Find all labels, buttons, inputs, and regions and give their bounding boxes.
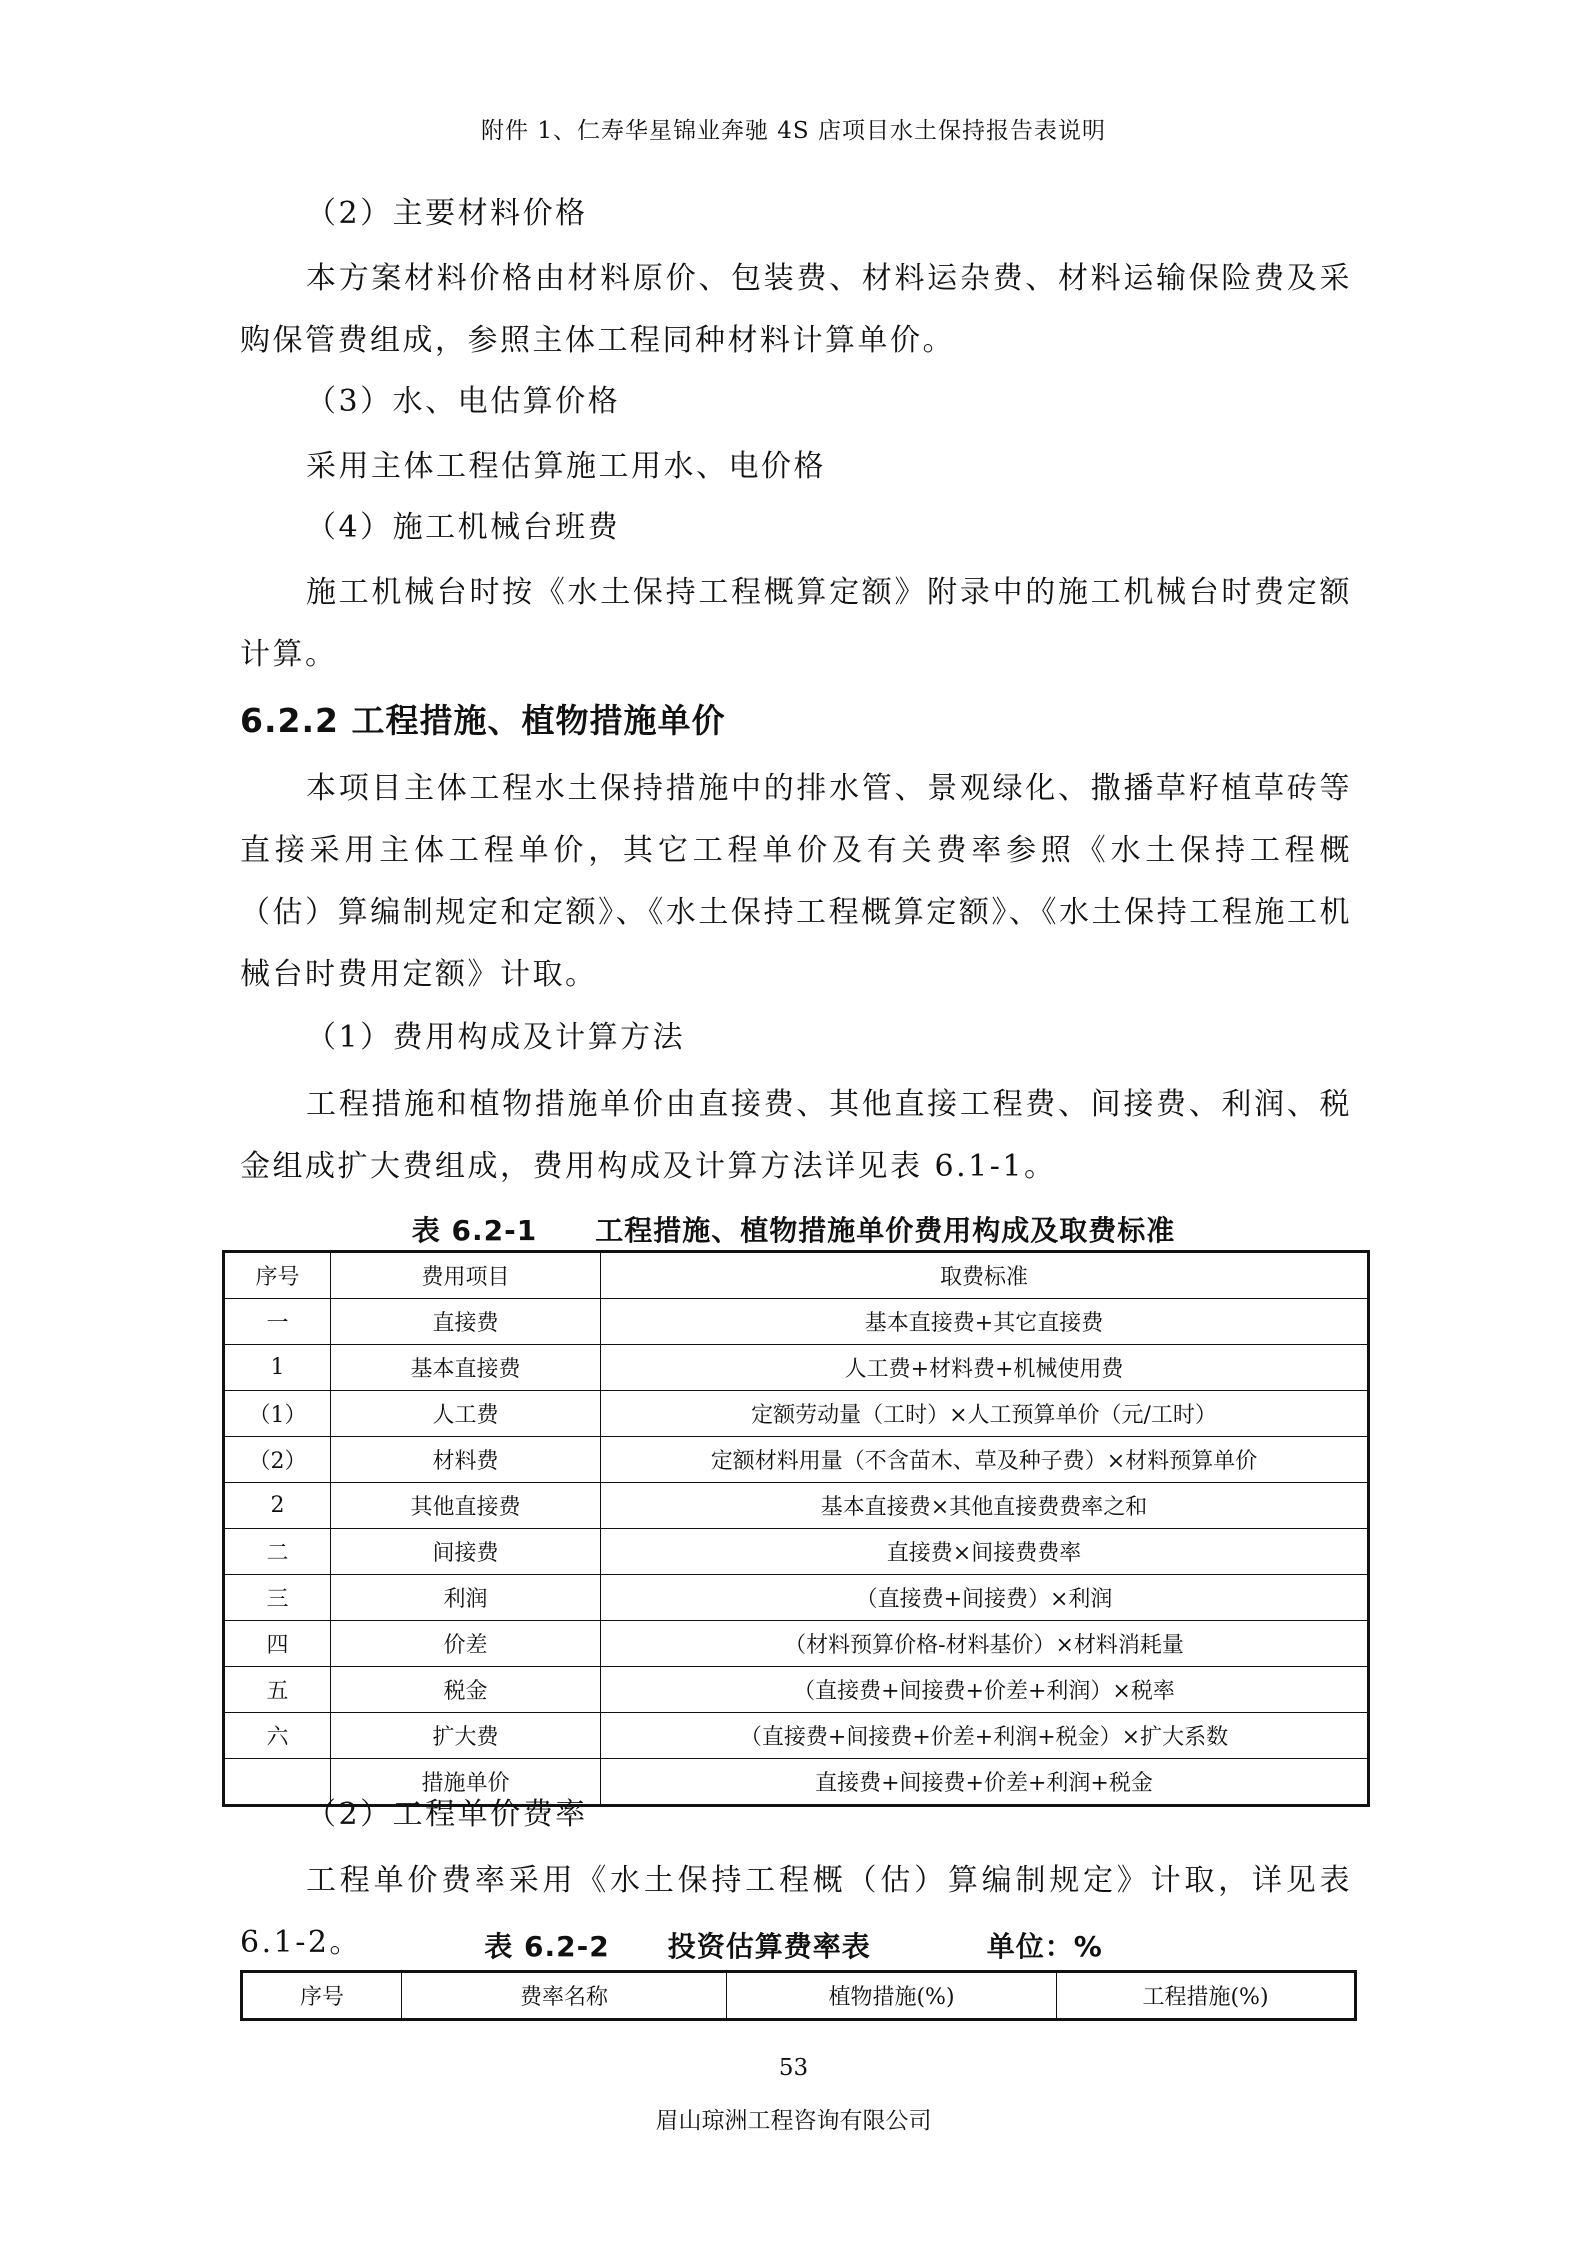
cell-standard: 基本直接费+其它直接费 bbox=[601, 1299, 1369, 1345]
cell-item: 其他直接费 bbox=[331, 1483, 601, 1529]
cell-item: 税金 bbox=[331, 1667, 601, 1713]
table-row bbox=[224, 1575, 1369, 1621]
cell-standard: 直接费+间接费+价差+利润+税金 bbox=[601, 1759, 1369, 1806]
cell-item: 扩大费 bbox=[331, 1713, 601, 1759]
cell-index: （1） bbox=[224, 1391, 331, 1437]
cell-index: 三 bbox=[224, 1575, 331, 1621]
cell-standard: 基本直接费×其他直接费费率之和 bbox=[601, 1483, 1369, 1529]
cell-item: 利润 bbox=[331, 1575, 601, 1621]
table-row bbox=[224, 1299, 1369, 1345]
cell-index: （2） bbox=[224, 1437, 331, 1483]
table-row bbox=[224, 1621, 1369, 1667]
column-header-index: 序号 bbox=[242, 1972, 402, 2020]
section-title: 6.2.2 工程措施、植物措施单价 bbox=[240, 701, 726, 740]
footer-company: 眉山琼洲工程咨询有限公司 bbox=[655, 2108, 932, 2134]
cell-index: 一 bbox=[224, 1299, 331, 1345]
column-header-index: 序号 bbox=[224, 1252, 331, 1299]
cell-item: 间接费 bbox=[331, 1529, 601, 1575]
cell-item: 价差 bbox=[331, 1621, 601, 1667]
table-row bbox=[224, 1391, 1369, 1437]
column-header-plant-measures: 植物措施(%) bbox=[727, 1972, 1057, 2020]
table-row bbox=[224, 1529, 1369, 1575]
cell-standard: 定额材料用量（不含苗木、草及种子费）×材料预算单价 bbox=[601, 1437, 1369, 1483]
table-header-row bbox=[242, 1972, 1356, 2020]
table-row bbox=[224, 1713, 1369, 1759]
cell-item: 直接费 bbox=[331, 1299, 601, 1345]
cell-item: 措施单价 bbox=[331, 1759, 601, 1806]
table2-caption: 表 6.2-2 投资估算费率表 单位：% bbox=[484, 1930, 1103, 1963]
cell-item: 基本直接费 bbox=[331, 1345, 601, 1391]
table-row bbox=[224, 1345, 1369, 1391]
paragraph-section: 本项目主体工程水土保持措施中的排水管、景观绿化、撒播草籽植草砖等直接采用主体工程单价，其它工程单价及有关费率参照《水土保持工程概（估）算编制规定和定额》、《水土保持工程概算定额》、《水土保持工程施工机械台时费用定额》计取。 bbox=[240, 771, 1352, 992]
cell-index: 六 bbox=[224, 1713, 331, 1759]
subheading-machinery: （4）施工机械台班费 bbox=[306, 510, 621, 545]
column-header-item: 费用项目 bbox=[331, 1252, 601, 1299]
subheading-water-power: （3）水、电估算价格 bbox=[306, 384, 621, 419]
column-header-standard: 取费标准 bbox=[601, 1252, 1369, 1299]
column-header-engineering-measures: 工程措施(%) bbox=[1057, 1972, 1356, 2020]
paragraph-unit-rate: 工程单价费率采用《水土保持工程概（估）算编制规定》计取，详见表 6.1-2。 bbox=[240, 1863, 1352, 1960]
paragraph-cost-composition: 工程措施和植物措施单价由直接费、其他直接工程费、间接费、利润、税金组成扩大费组成，费用构成及计算方法详见表 6.1-1。 bbox=[240, 1087, 1352, 1184]
cell-index: 四 bbox=[224, 1621, 331, 1667]
cell-standard: 人工费+材料费+机械使用费 bbox=[601, 1345, 1369, 1391]
paragraph-machinery: 施工机械台时按《水土保持工程概算定额》附录中的施工机械台时费定额计算。 bbox=[240, 575, 1352, 672]
table-row bbox=[224, 1437, 1369, 1483]
subheading-materials: （2）主要材料价格 bbox=[306, 196, 588, 231]
page-number: 53 bbox=[778, 2055, 809, 2081]
paragraph-water-power: 采用主体工程估算施工用水、电价格 bbox=[306, 449, 826, 484]
cell-item: 人工费 bbox=[331, 1391, 601, 1437]
fee-composition-table bbox=[222, 1250, 1370, 1807]
column-header-rate-name: 费率名称 bbox=[402, 1972, 727, 2020]
subheading-unit-rate: （2）工程单价费率 bbox=[306, 1797, 588, 1832]
paragraph-materials: 本方案材料价格由材料原价、包装费、材料运杂费、材料运输保险费及采购保管费组成，参照主体工程同种材料计算单价。 bbox=[240, 261, 1352, 358]
cell-standard: （材料预算价格-材料基价）×材料消耗量 bbox=[601, 1621, 1369, 1667]
cell-standard: （直接费+间接费）×利润 bbox=[601, 1575, 1369, 1621]
cell-standard: （直接费+间接费+价差+利润+税金）×扩大系数 bbox=[601, 1713, 1369, 1759]
cell-standard: （直接费+间接费+价差+利润）×税率 bbox=[601, 1667, 1369, 1713]
table1-caption: 表 6.2-1 工程措施、植物措施单价费用构成及取费标准 bbox=[411, 1214, 1176, 1247]
table-row bbox=[224, 1667, 1369, 1713]
subheading-cost-composition: （1）费用构成及计算方法 bbox=[306, 1020, 686, 1055]
cell-index: 五 bbox=[224, 1667, 331, 1713]
cell-standard: 直接费×间接费费率 bbox=[601, 1529, 1369, 1575]
cell-index: 二 bbox=[224, 1529, 331, 1575]
table-header-row bbox=[224, 1252, 1369, 1299]
page-header: 附件 1、仁寿华星锦业奔驰 4S 店项目水土保持报告表说明 bbox=[481, 118, 1106, 144]
cell-item: 材料费 bbox=[331, 1437, 601, 1483]
cell-index: 2 bbox=[224, 1483, 331, 1529]
table-row bbox=[224, 1483, 1369, 1529]
cell-standard: 定额劳动量（工时）×人工预算单价（元/工时） bbox=[601, 1391, 1369, 1437]
rate-table bbox=[240, 1970, 1357, 2021]
cell-index: 1 bbox=[224, 1345, 331, 1391]
